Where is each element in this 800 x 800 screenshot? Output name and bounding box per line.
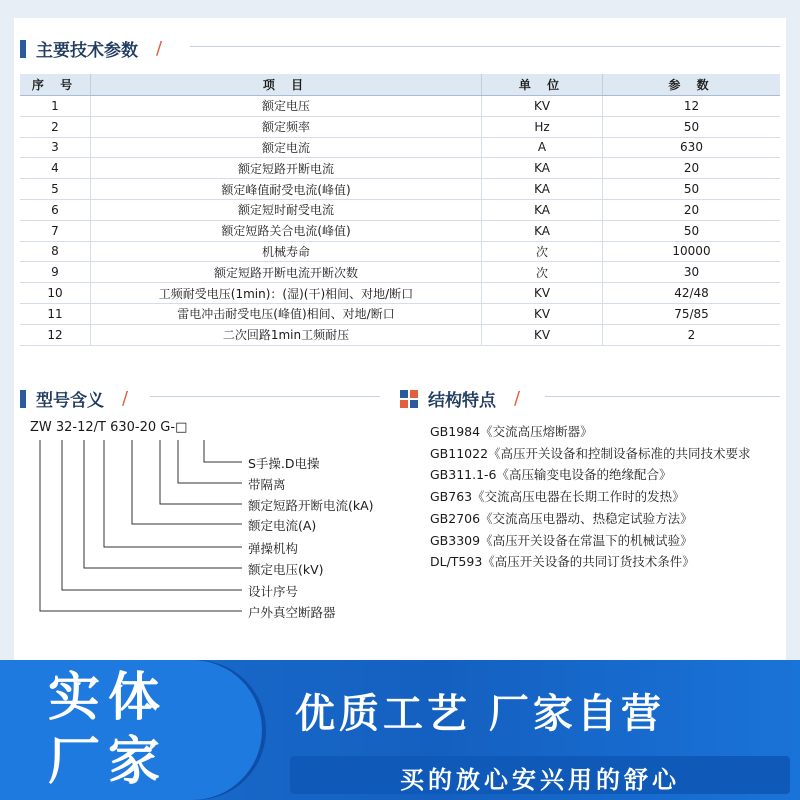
banner-sub-bar — [290, 756, 790, 794]
model-legend-item: 弹操机构 — [248, 541, 299, 556]
cell-index: 1 — [20, 96, 91, 117]
cell-value: 50 — [603, 220, 781, 241]
cell-value: 20 — [603, 158, 781, 179]
cell-index: 5 — [20, 179, 91, 200]
col-header-value: 参 数 — [603, 74, 781, 96]
col-header-unit: 单 位 — [482, 74, 603, 96]
cell-item: 额定短路开断电流开断次数 — [91, 262, 482, 283]
cell-index: 9 — [20, 262, 91, 283]
cell-unit: 次 — [482, 241, 603, 262]
cell-index: 8 — [20, 241, 91, 262]
cell-value: 2 — [603, 324, 781, 345]
cell-unit: KV — [482, 324, 603, 345]
banner-left-block — [0, 660, 262, 800]
banner-left-line1: 实体 — [48, 668, 169, 728]
cell-item: 额定电流 — [91, 137, 482, 158]
promo-banner — [0, 660, 800, 800]
cell-index: 3 — [20, 137, 91, 158]
cell-item: 机械寿命 — [91, 241, 482, 262]
slash-icon: / — [122, 388, 129, 409]
cell-index: 6 — [20, 199, 91, 220]
standard-item: GB3309《高压开关设备在常温下的机械试验》 — [430, 532, 693, 548]
standard-item: GB311.1-6《高压输变电设备的绝缘配合》 — [430, 467, 672, 483]
cell-item: 二次回路1min工频耐压 — [91, 324, 482, 345]
cell-unit: A — [482, 137, 603, 158]
model-legend-item: 带隔离 — [248, 477, 286, 492]
model-legend-item: S手操.D电操 — [248, 456, 320, 471]
cell-index: 12 — [20, 324, 91, 345]
standard-item: GB1984《交流高压熔断器》 — [430, 424, 593, 439]
model-legend-item: 额定短路开断电流(kA) — [248, 498, 374, 513]
model-legend-item: 户外真空断路器 — [248, 605, 336, 620]
standard-item: GB11022《高压开关设备和控制设备标准的共同技术要求 — [430, 445, 751, 461]
model-legend-item: 设计序号 — [248, 584, 299, 599]
cell-index: 7 — [20, 220, 91, 241]
structure-heading — [400, 386, 520, 411]
cell-index: 11 — [20, 303, 91, 324]
model-code: ZW 32-12/T 630-20 G-□ — [30, 420, 188, 435]
cell-unit: KA — [482, 158, 603, 179]
banner-slogan: 优质工艺 厂家自营 — [295, 691, 665, 737]
cell-value: 50 — [603, 116, 781, 137]
standard-item: GB763《交流高压电器在长期工作时的发热》 — [430, 489, 685, 505]
model-legend-item: 额定电流(A) — [248, 518, 317, 533]
cell-index: 4 — [20, 158, 91, 179]
cell-unit: Hz — [482, 116, 603, 137]
cell-item: 额定频率 — [91, 116, 482, 137]
cell-item: 额定峰值耐受电流(峰值) — [91, 179, 482, 200]
grid-square-icon — [400, 390, 418, 408]
col-header-item: 项 目 — [91, 74, 482, 96]
cell-item: 额定短路开断电流 — [91, 158, 482, 179]
model-legend-item: 额定电压(kV) — [248, 562, 324, 577]
cell-unit: 次 — [482, 262, 603, 283]
slash-icon: / — [156, 38, 163, 59]
cell-unit: KA — [482, 220, 603, 241]
main-params-title: 主要技术参数 — [36, 41, 138, 61]
slash-icon: / — [514, 388, 521, 409]
cell-value: 50 — [603, 179, 781, 200]
cell-value: 30 — [603, 262, 781, 283]
cell-item: 雷电冲击耐受电压(峰值)相间、对地/断口 — [91, 303, 482, 324]
cell-value: 20 — [603, 199, 781, 220]
standard-item: DL/T593《高压开关设备的共同订货技术条件》 — [430, 554, 695, 570]
col-header-index: 序 号 — [20, 74, 91, 96]
cell-value: 630 — [603, 137, 781, 158]
cell-unit: KA — [482, 199, 603, 220]
structure-heading-rule — [545, 396, 780, 397]
cell-value: 42/48 — [603, 283, 781, 304]
cell-item: 额定电压 — [91, 96, 482, 117]
banner-sub-slogan: 买的放心安兴用的舒心 — [400, 766, 680, 794]
cell-item: 工频耐受电压(1min)：(湿)(干)相间、对地/断口 — [91, 283, 482, 304]
cell-value: 10000 — [603, 241, 781, 262]
structure-title: 结构特点 — [428, 391, 496, 411]
cell-index: 10 — [20, 283, 91, 304]
cell-value: 75/85 — [603, 303, 781, 324]
model-title: 型号含义 — [36, 391, 104, 411]
cell-value: 12 — [603, 96, 781, 117]
banner-left-line2: 厂家 — [48, 732, 169, 792]
cell-unit: KV — [482, 283, 603, 304]
cell-unit: KV — [482, 96, 603, 117]
cell-index: 2 — [20, 116, 91, 137]
cell-unit: KV — [482, 303, 603, 324]
cell-unit: KA — [482, 179, 603, 200]
cell-item: 额定短路关合电流(峰值) — [91, 220, 482, 241]
cell-item: 额定短时耐受电流 — [91, 199, 482, 220]
standard-item: GB2706《交流高压电器动、热稳定试验方法》 — [430, 510, 693, 526]
